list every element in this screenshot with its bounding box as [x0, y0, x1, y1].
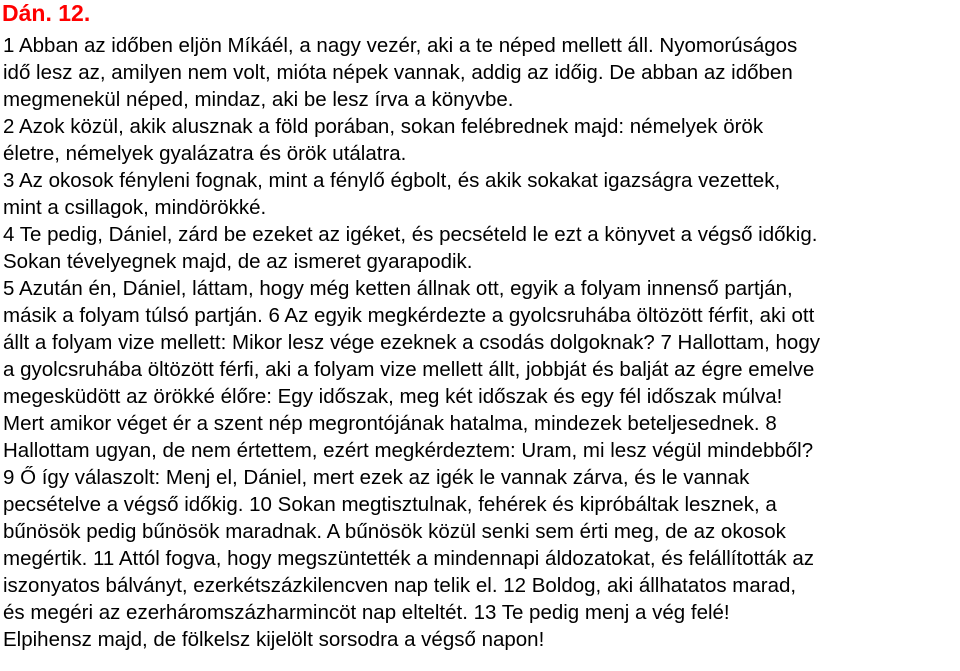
- text-line: iszonyatos bálványt, ezerkétszázkilencven nap telik el. 12 Boldog, aki állhatatos marad,: [3, 574, 797, 597]
- text-line: Mert amikor véget ér a szent nép megrontójának hatalma, mindezek beteljesednek. 8: [3, 412, 777, 435]
- text-line: megesküdött az örökké élőre: Egy időszak, meg két időszak és egy fél időszak múlva!: [3, 385, 783, 408]
- text-line: megértik. 11 Attól fogva, hogy megszüntették a mindennapi áldozatokat, és felállították az: [3, 547, 814, 570]
- text-line: 2 Azok közül, akik alusznak a föld porában, sokan felébrednek majd: némelyek örök: [3, 115, 764, 138]
- text-line: a gyolcsruhába öltözött férfi, aki a folyam vize mellett állt, jobbját és balját az égre emelve: [3, 358, 815, 381]
- text-line: életre, némelyek gyalázatra és örök utálatra.: [3, 142, 407, 165]
- text-line: 3 Az okosok fényleni fognak, mint a fénylő égbolt, és akik sokakat igazságra vezettek,: [3, 169, 781, 192]
- text-line: mint a csillagok, mindörökké.: [3, 196, 267, 219]
- text-line: 9 Ő így válaszolt: Menj el, Dániel, mert ezek az igék le vannak zárva, és le vannak: [3, 466, 750, 489]
- text-line: Hallottam ugyan, de nem értettem, ezért megkérdeztem: Uram, mi lesz végül mindebből?: [3, 439, 814, 462]
- text-line: Sokan tévelyegnek majd, de az ismeret gyarapodik.: [3, 250, 473, 273]
- text-line: idő lesz az, amilyen nem volt, mióta népek vannak, addig az időig. De abban az időben: [3, 61, 793, 84]
- text-line: és megéri az ezerháromszázharmincöt nap elteltét. 13 Te pedig menj a vég felé!: [3, 601, 730, 624]
- text-line: pecsételve a végső időkig. 10 Sokan megtisztulnak, fehérek és kipróbáltak lesznek, a: [3, 493, 777, 516]
- text-line: 5 Azután én, Dániel, láttam, hogy még ketten állnak ott, egyik a folyam innenső partján,: [3, 277, 793, 300]
- text-line: Elpihensz majd, de fölkelsz kijelölt sorsodra a végső napon!: [3, 628, 545, 651]
- text-line: megmenekül néped, mindaz, aki be lesz írva a könyvbe.: [3, 88, 514, 111]
- chapter-heading: Dán. 12.: [2, 0, 91, 26]
- text-line: másik a folyam túlsó partján. 6 Az egyik megkérdezte a gyolcsruhába öltözött férfit, aki ott: [3, 304, 815, 327]
- text-line: állt a folyam vize mellett: Mikor lesz vége ezeknek a csodás dolgoknak? 7 Hallottam, hogy: [3, 331, 820, 354]
- text-line: 1 Abban az időben eljön Míkáél, a nagy vezér, aki a te néped mellett áll. Nyomorúságos: [3, 34, 798, 57]
- text-line: bűnösök pedig bűnösök maradnak. A bűnösök közül senki sem érti meg, de az okosok: [3, 520, 786, 543]
- text-line: 4 Te pedig, Dániel, zárd be ezeket az igéket, és pecsételd le ezt a könyvet a végső időkig.: [3, 223, 818, 246]
